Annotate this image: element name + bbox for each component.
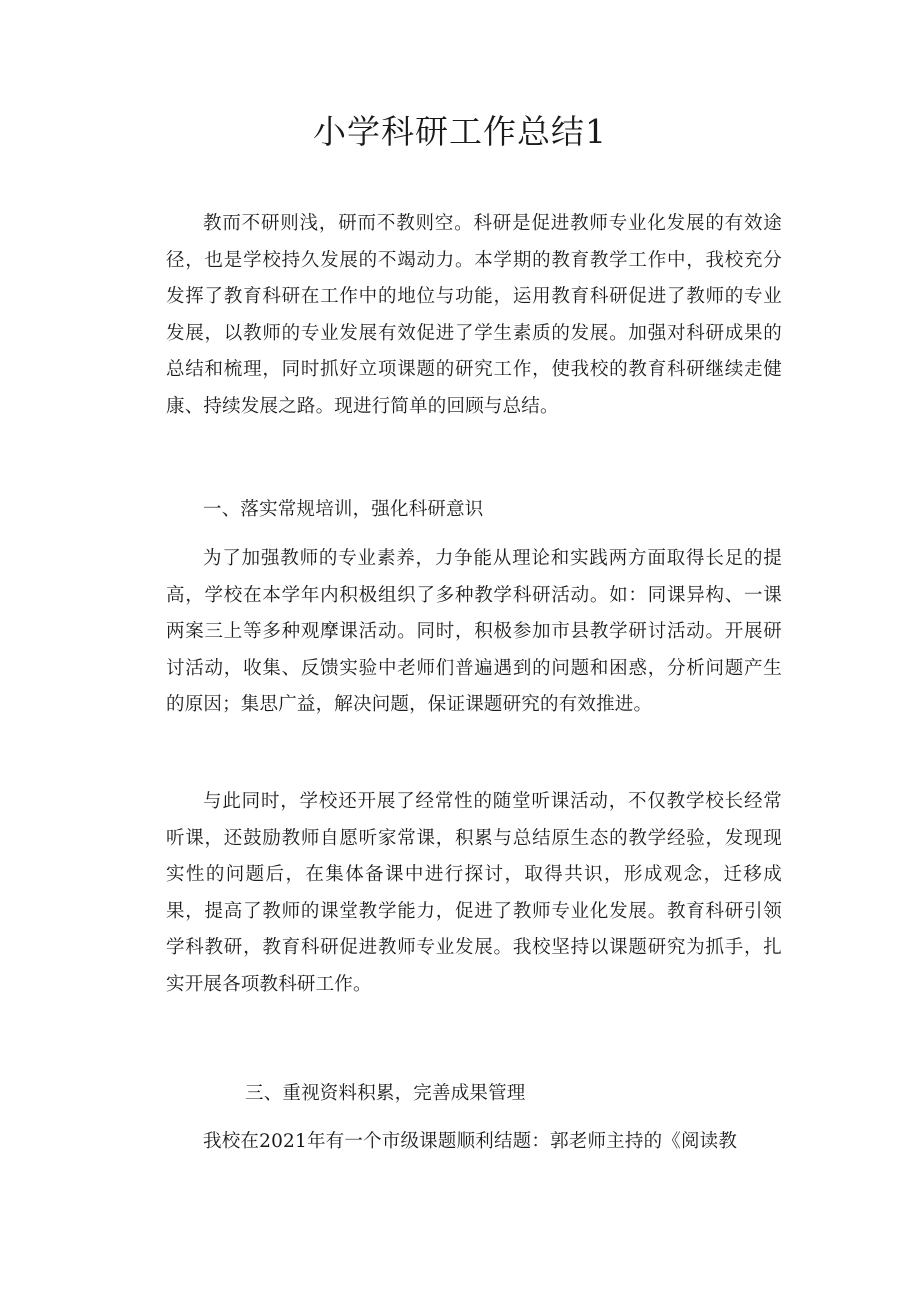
section3-paragraph-1: 我校在2021年有一个市级课题顺利结题：郭老师主持的《阅读教 xyxy=(203,1131,738,1152)
section-heading-3: 三、重视资料积累，完善成果管理 xyxy=(245,1083,526,1104)
section1-paragraph-2: 与此同时，学校还开展了经常性的随堂听课活动，不仅教学校长经常听课，还鼓励教师自愿听家常课，积累与总结原生态的教学经验，发现现实性的问题后，在集体备课中进行探讨，取得共识，形成观念，迁移成果，提高了教师的课堂教学能力，促进了教师专业化发展。教育科研引领学科教研，教育科研促进教师专业发展。我校坚持以课题研究为抓手，扎实开展各项教科研工作。 xyxy=(166,791,782,995)
section-heading-1: 一、落实常规培训，强化科研意识 xyxy=(203,499,484,520)
section1-paragraph-1: 为了加强教师的专业素养，力争能从理论和实践两方面取得长足的提高，学校在本学年内积极组织了多种教学科研活动。如：同课异构、一课两案三上等多种观摩课活动。同时，积极参加市县教学研讨活动。开展研讨活动，收集、反馈实验中老师们普遍遇到的问题和困惑，分析问题产生的原因；集思广益，解决问题，保证课题研究的有效推进。 xyxy=(166,548,782,716)
intro-paragraph: 教而不研则浅，研而不教则空。科研是促进教师专业化发展的有效途径，也是学校持久发展的不竭动力。本学期的教育教学工作中，我校充分发挥了教育科研在工作中的地位与功能，运用教育科研促进了教师的专业发展，以教师的专业发展有效促进了学生素质的发展。加强对科研成果的总结和梳理，同时抓好立项课题的研究工作，使我校的教育科研继续走健康、持续发展之路。现进行简单的回顾与总结。 xyxy=(166,213,782,417)
document-title: 小学科研工作总结1 xyxy=(313,112,607,151)
